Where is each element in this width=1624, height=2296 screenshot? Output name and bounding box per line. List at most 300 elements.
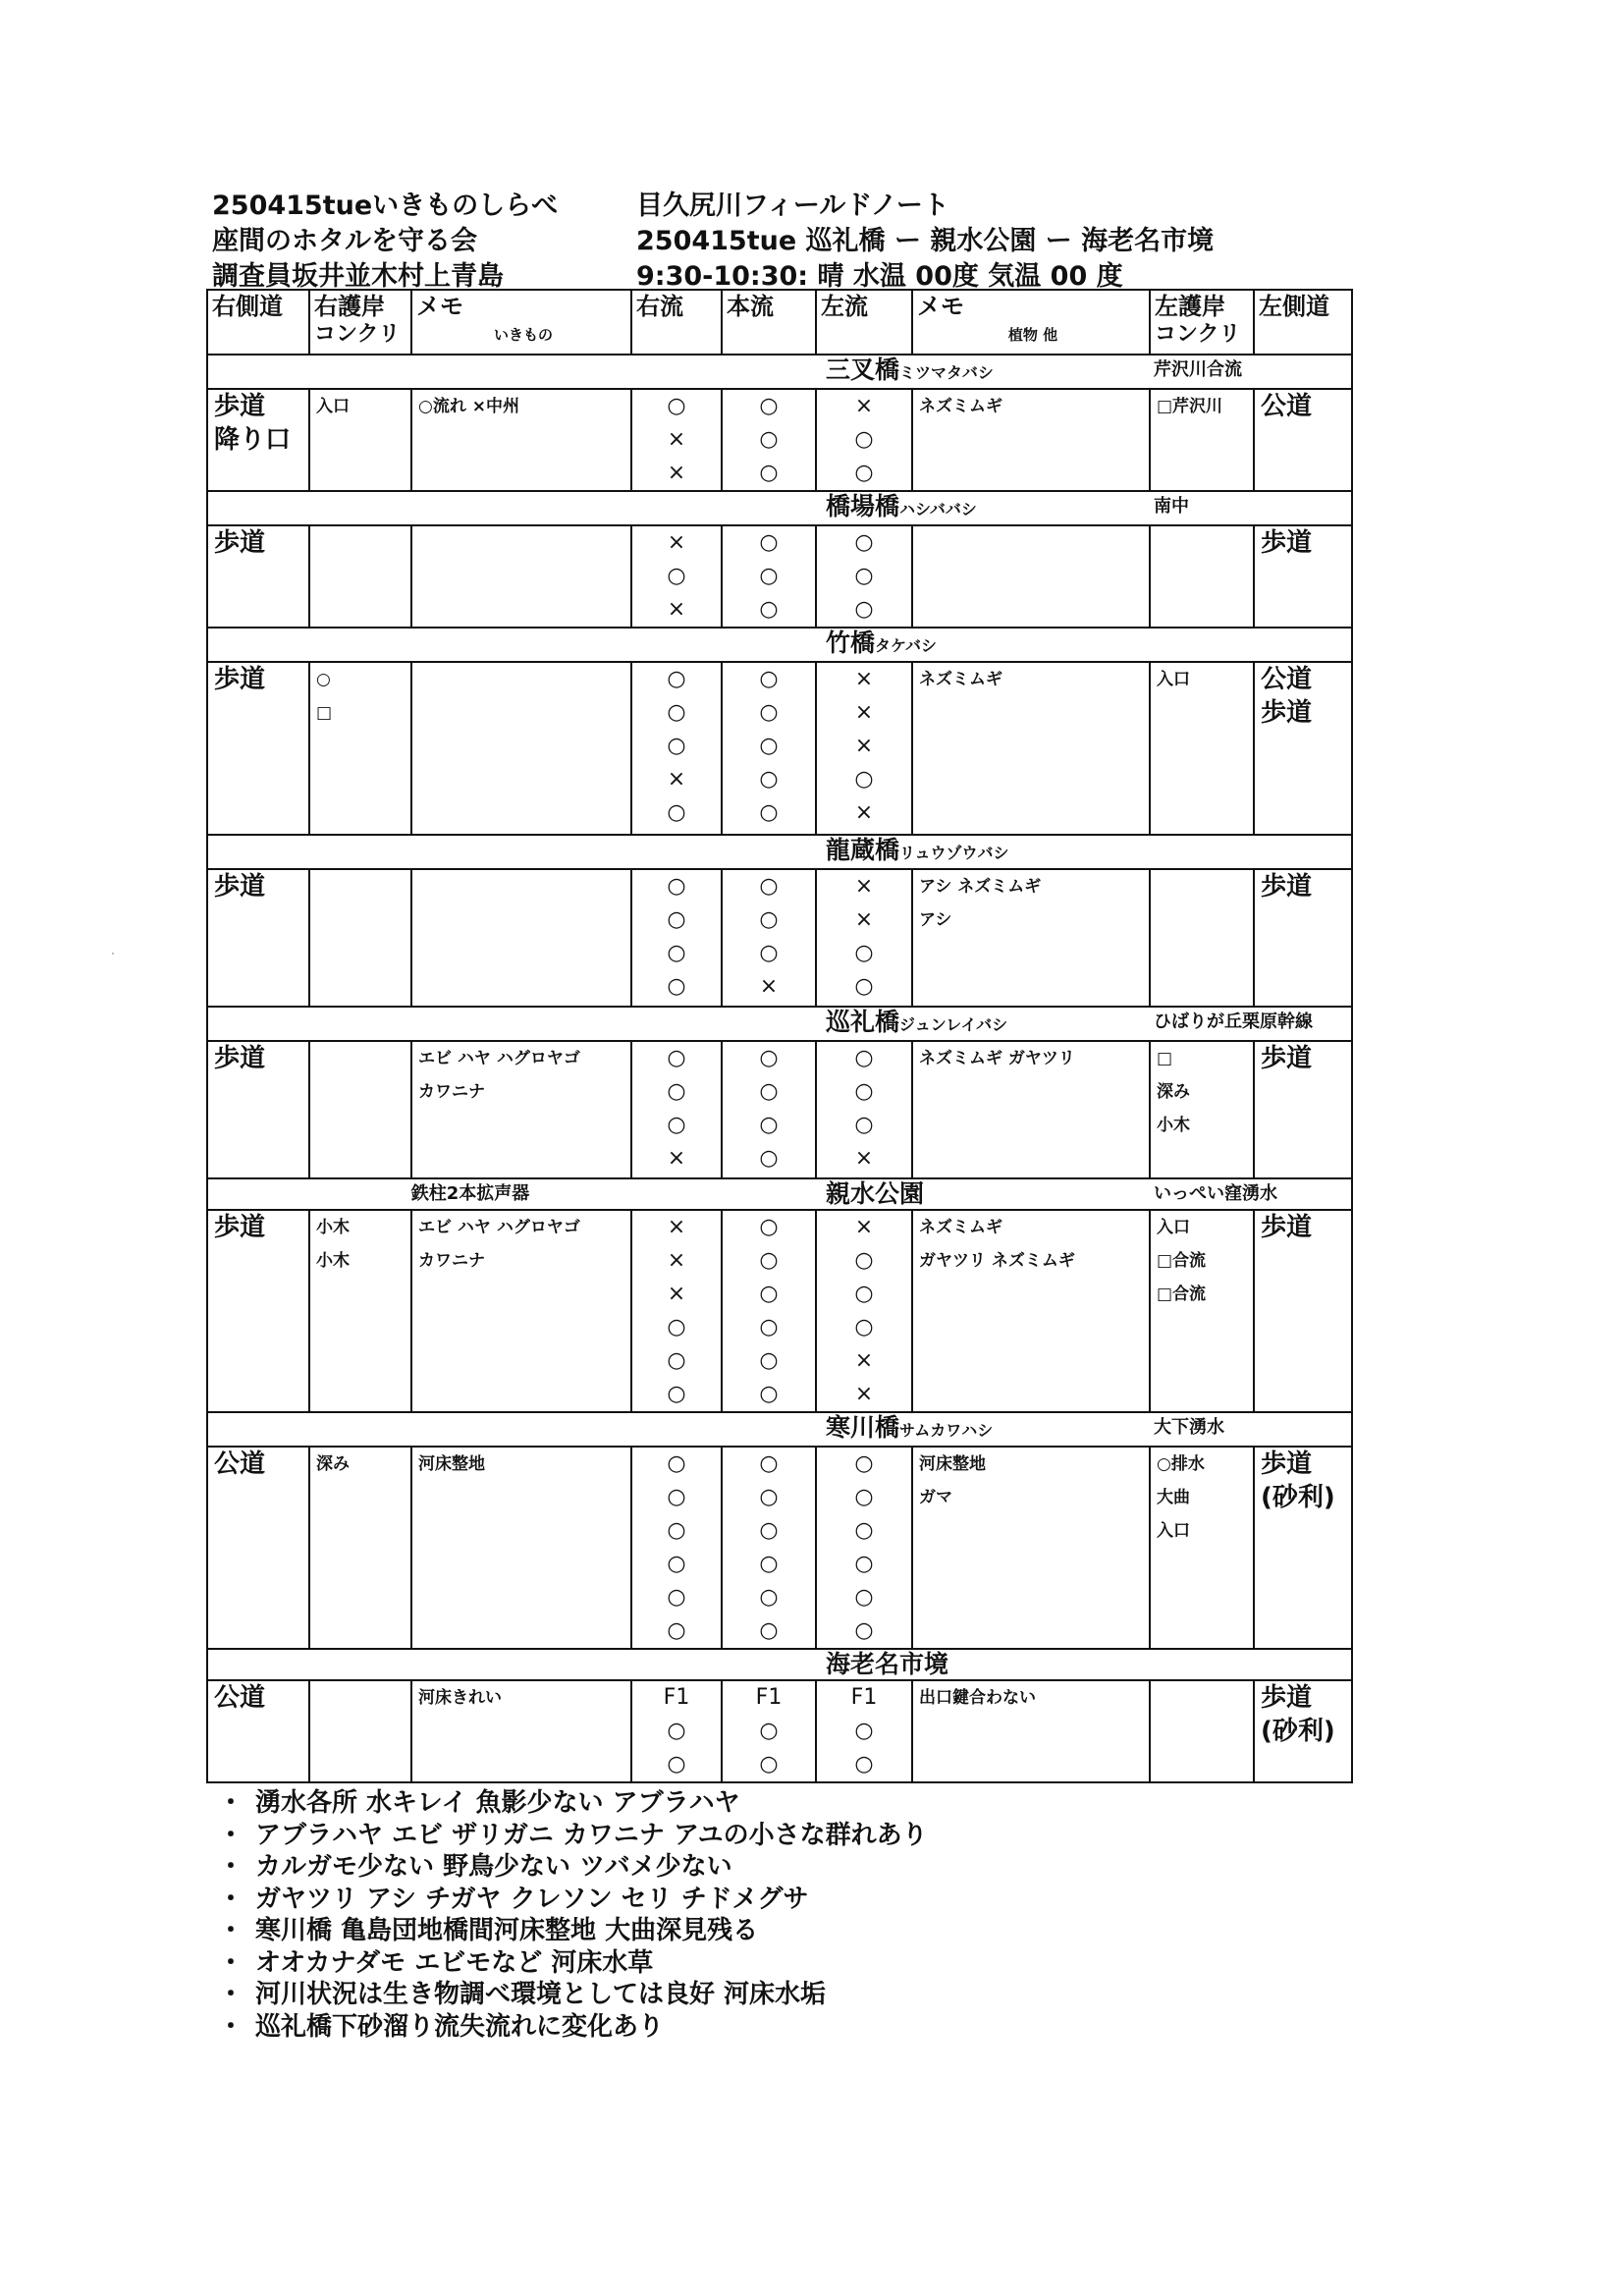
cell-entry: 歩道 (214, 392, 266, 421)
cell-entry: 出口鍵合わない (919, 1688, 1036, 1708)
cell-entry: ○ (854, 941, 874, 965)
cell-entry: ○ (667, 1518, 686, 1543)
cell-entry: ○ (854, 1552, 874, 1576)
note-item (218, 1979, 928, 2011)
section-spacer (207, 835, 309, 869)
section-right-note (1150, 628, 1352, 662)
cell-entry: ○ (759, 1348, 779, 1373)
cell-entry: 公道 (1261, 665, 1313, 694)
cell-entry: 歩道 (214, 872, 266, 902)
cell-entry: ○ (667, 1079, 686, 1104)
section-header-row (207, 491, 1352, 525)
section-spacer (207, 628, 309, 662)
bullet-mark: ・ (218, 1852, 244, 1882)
bridge-name: 竹橋 (826, 629, 876, 657)
cell-entry: ○ (667, 1348, 686, 1373)
memo-life-cell (411, 1447, 631, 1649)
note-item (218, 1820, 928, 1852)
bridge-name: 巡礼橋 (826, 1008, 900, 1036)
cell-entry: 小木 (316, 1218, 350, 1237)
cell-entry: 河床きれい (418, 1688, 502, 1708)
left-flow-cell (816, 525, 912, 628)
cell-entry: ○ (667, 700, 686, 725)
col-memo-plant: メモ 植物 他 (912, 290, 1150, 355)
section-title-cell (631, 1412, 1150, 1447)
section-data-row (207, 1041, 1352, 1178)
right-bank-cell (309, 1680, 411, 1782)
right-flow-cell (631, 1447, 722, 1649)
section-header-row (207, 1649, 1352, 1680)
left-bank-cell (1150, 525, 1254, 628)
cell-entry: ○ (759, 1146, 779, 1171)
cell-entry: ○ (759, 564, 779, 588)
cell-entry: ○ (667, 974, 686, 999)
col-right-flow: 右流 (631, 290, 722, 355)
cell-entry: カワニナ (418, 1082, 485, 1102)
left-bank-cell (1150, 869, 1254, 1007)
note-item (218, 1787, 928, 1820)
cell-entry: 河床整地 (418, 1454, 485, 1474)
bridge-name: 海老名市境 (826, 1650, 949, 1678)
organization: 座間のホタルを守る会 (212, 226, 477, 256)
cell-entry: 入口 (1157, 670, 1190, 689)
cell-entry: ○流れ ×中州 (418, 397, 519, 416)
note-text: アブラハヤ エビ ザリガニ カワニナ アユの小さな群れあり (255, 1820, 928, 1850)
cell-entry: (砂利) (1261, 1717, 1335, 1746)
memo-plant-cell (912, 1210, 1150, 1412)
bridge-name: 三叉橋 (826, 355, 900, 384)
scan-speck (112, 953, 114, 955)
right-side-cell (207, 662, 309, 835)
left-bank-cell (1150, 1041, 1254, 1178)
section-left-note (309, 628, 631, 662)
bridge-kana: サムカワハシ (899, 1421, 994, 1440)
cell-entry: ○ (854, 1518, 874, 1543)
bridge-kana: ジュンレイバシ (899, 1015, 1008, 1034)
cell-entry: ○ (667, 1315, 686, 1339)
cell-entry: ガヤツリ ネズミムギ (919, 1251, 1075, 1271)
left-flow-cell (816, 389, 912, 491)
cell-entry: ○ (759, 461, 779, 485)
cell-entry: ○ (854, 1618, 874, 1643)
cell-entry: 深み (316, 1454, 350, 1474)
cell-entry: ○ (667, 1485, 686, 1509)
cell-entry: × (854, 800, 874, 825)
left-flow-cell (816, 662, 912, 835)
cell-entry: 河床整地 (919, 1454, 986, 1474)
left-side-cell (1254, 1210, 1352, 1412)
cell-entry: ネズミムギ (919, 1218, 1002, 1237)
cell-entry: ○ (759, 1248, 779, 1273)
section-title-cell (631, 835, 1150, 869)
cell-entry: ○ (759, 667, 779, 691)
main-flow-cell (722, 869, 816, 1007)
cell-entry: 大曲 (1157, 1488, 1190, 1507)
cell-entry: 歩道 (214, 665, 266, 694)
left-bank-cell (1150, 1447, 1254, 1649)
cell-entry: □ (1157, 1049, 1173, 1068)
cell-entry: × (854, 700, 874, 725)
cell-entry: ○排水 (1157, 1454, 1205, 1474)
cell-entry: ○ (854, 767, 874, 792)
cell-entry: 歩道 (214, 1044, 266, 1073)
cell-entry: 歩道 (214, 528, 266, 558)
right-side-cell (207, 1210, 309, 1412)
memo-life-cell (411, 869, 631, 1007)
cell-entry: ネズミムギ (919, 397, 1002, 416)
cell-entry: エビ ハヤ ハグロヤゴ (418, 1218, 580, 1237)
memo-plant-cell (912, 1447, 1150, 1649)
bullet-mark: ・ (218, 1820, 244, 1850)
cell-entry: ○ (667, 1451, 686, 1476)
section-data-row (207, 662, 1352, 835)
cell-entry: 深み (1157, 1082, 1190, 1102)
col-memo-life: メモ いきもの (411, 290, 631, 355)
left-flow-cell (816, 869, 912, 1007)
section-right-note: 南中 (1150, 491, 1352, 525)
cell-entry: × (667, 1282, 686, 1306)
cell-entry: ○ (854, 564, 874, 588)
cell-entry: × (667, 767, 686, 792)
section-spacer (207, 1178, 309, 1210)
memo-plant-cell (912, 869, 1150, 1007)
cell-entry: □芹沢川 (1157, 397, 1223, 416)
cell-entry: ○ (759, 1618, 779, 1643)
left-flow-cell (816, 1210, 912, 1412)
cell-entry: ○ (667, 394, 686, 418)
section-header-row (207, 1007, 1352, 1041)
note-text: カルガモ少ない 野鳥少ない ツバメ少ない (255, 1852, 732, 1882)
cell-entry: × (667, 461, 686, 485)
cell-entry: 公道 (214, 1449, 266, 1479)
cell-entry: 歩道 (1261, 1683, 1313, 1713)
bullet-mark: ・ (218, 1788, 244, 1818)
cell-entry: ○ (759, 874, 779, 899)
left-side-cell (1254, 869, 1352, 1007)
cell-entry: ○ (854, 597, 874, 622)
cell-entry: 歩道 (1261, 698, 1313, 728)
cell-entry: ○ (854, 974, 874, 999)
bridge-name: 橋場橋 (826, 492, 900, 520)
cell-entry: ○ (667, 734, 686, 758)
cell-entry: ○ (854, 1113, 874, 1137)
bridge-name: 親水公園 (826, 1179, 925, 1208)
note-text: 巡礼橋下砂溜り流失流れに変化あり (255, 2011, 665, 2042)
note-item (218, 2011, 928, 2044)
note-text: オオカナダモ エビモなど 河床水草 (255, 1947, 654, 1978)
cell-entry: □合流 (1157, 1285, 1207, 1304)
bridge-kana: タケバシ (875, 636, 938, 655)
cell-entry: □ (316, 703, 333, 723)
cell-entry: ネズミムギ (919, 670, 1002, 689)
cell-entry: 歩道 (1261, 1213, 1313, 1242)
weather-line: 9:30-10:30: 晴 水温 00度 気温 00 度 (636, 261, 1123, 292)
section-header-row (207, 628, 1352, 662)
cell-entry: ○ (854, 1719, 874, 1743)
cell-entry: ○ (759, 1451, 779, 1476)
cell-entry: アシ ネズミムギ (919, 877, 1042, 897)
cell-entry: ○ (667, 941, 686, 965)
bullet-mark: ・ (218, 1947, 244, 1978)
cell-entry: ○ (759, 907, 779, 932)
cell-entry: × (854, 734, 874, 758)
main-flow-cell (722, 1041, 816, 1178)
cell-entry: ○ (759, 734, 779, 758)
cell-entry: ○ (667, 1618, 686, 1643)
bridge-kana: ハシババシ (899, 500, 977, 519)
left-side-cell (1254, 525, 1352, 628)
right-flow-cell (631, 1041, 722, 1178)
right-side-cell (207, 1447, 309, 1649)
section-left-note (309, 1007, 631, 1041)
cell-entry: 公道 (1261, 392, 1313, 421)
cell-entry: ○ (759, 700, 779, 725)
cell-entry: ○ (759, 1719, 779, 1743)
left-side-cell (1254, 662, 1352, 835)
section-title-cell (631, 1649, 1150, 1680)
cell-entry: ○ (667, 1113, 686, 1137)
cell-entry: 歩道 (214, 1213, 266, 1242)
cell-entry: ○ (759, 1752, 779, 1777)
right-side-cell (207, 869, 309, 1007)
section-right-note (1150, 1649, 1352, 1680)
cell-entry: ○ (854, 461, 874, 485)
cell-entry: × (854, 907, 874, 932)
main-flow-cell (722, 1680, 816, 1782)
right-side-cell (207, 1680, 309, 1782)
section-spacer (207, 355, 309, 389)
left-bank-cell (1150, 662, 1254, 835)
section-right-note: 大下湧水 (1150, 1412, 1352, 1447)
cell-entry: ○ (759, 1315, 779, 1339)
section-left-note (309, 835, 631, 869)
bridge-kana: リュウゾウバシ (899, 844, 1009, 862)
section-data-row (207, 1447, 1352, 1649)
cell-entry: ○ (854, 530, 874, 555)
cell-entry: ○ (854, 1585, 874, 1610)
main-flow-cell (722, 662, 816, 835)
cell-entry: ○ (759, 767, 779, 792)
cell-entry: ○ (759, 597, 779, 622)
note-text: 寒川橋 亀島団地橋間河床整地 大曲深見残る (255, 1916, 759, 1945)
cell-entry: ○ (759, 394, 779, 418)
right-bank-cell (309, 389, 411, 491)
right-flow-cell (631, 662, 722, 835)
cell-entry: 歩道 (1261, 1449, 1313, 1479)
left-bank-cell (1150, 389, 1254, 491)
right-bank-cell (309, 1210, 411, 1412)
memo-life-cell (411, 662, 631, 835)
col-right-bank: 右護岸 コンクリ (309, 290, 411, 355)
section-title-cell (631, 1178, 1150, 1210)
section-right-note: ひばりが丘栗原幹線 (1150, 1007, 1352, 1041)
section-data-row (207, 389, 1352, 491)
right-flow-cell (631, 525, 722, 628)
notebook-title: 目久尻川フィールドノート (636, 191, 949, 221)
header-left (212, 189, 558, 295)
section-right-note (1150, 835, 1352, 869)
notes-list (218, 1787, 928, 2043)
bridge-name: 寒川橋 (826, 1413, 900, 1442)
cell-entry: ○ (854, 1079, 874, 1104)
right-bank-cell (309, 1447, 411, 1649)
cell-entry: ○ (854, 1752, 874, 1777)
cell-entry: × (667, 1248, 686, 1273)
cell-entry: ○ (667, 1552, 686, 1576)
cell-entry: 公道 (214, 1683, 266, 1713)
cell-entry: ○ (854, 1451, 874, 1476)
cell-entry: ○ (759, 1485, 779, 1509)
right-flow-cell (631, 869, 722, 1007)
main-flow-cell (722, 1210, 816, 1412)
left-side-cell (1254, 1041, 1352, 1178)
cell-entry: 入口 (1157, 1218, 1190, 1237)
right-flow-cell (631, 389, 722, 491)
right-flow-cell (631, 1680, 722, 1782)
col-left-flow: 左流 (816, 290, 912, 355)
section-header-row (207, 1412, 1352, 1447)
survey-title: 250415tueいきものしらべ (212, 191, 559, 221)
cell-entry: ○ (759, 1552, 779, 1576)
memo-plant-cell (912, 1041, 1150, 1178)
cell-entry: × (854, 874, 874, 899)
memo-life-cell (411, 1041, 631, 1178)
cell-entry: ガマ (919, 1488, 952, 1507)
cell-entry: ネズミムギ ガヤツリ (919, 1049, 1075, 1068)
cell-entry: ○ (667, 874, 686, 899)
note-text: ガヤツリ アシ チガヤ クレソン セリ チドメグサ (255, 1884, 809, 1914)
memo-life-cell (411, 389, 631, 491)
note-item (218, 1947, 928, 1980)
section-spacer (207, 1649, 309, 1680)
left-bank-cell (1150, 1680, 1254, 1782)
cell-entry: F1 (663, 1685, 690, 1710)
section-right-note: 芹沢川合流 (1150, 355, 1352, 389)
note-text: 湧水各所 水キレイ 魚影少ない アブラハヤ (255, 1788, 740, 1818)
cell-entry: × (667, 427, 686, 452)
cell-entry: ○ (759, 427, 779, 452)
cell-entry: ○ (854, 1248, 874, 1273)
cell-entry: × (759, 974, 779, 999)
col-left-bank: 左護岸 コンクリ (1150, 290, 1254, 355)
right-bank-cell (309, 869, 411, 1007)
col-right-side: 右側道 (207, 290, 309, 355)
cell-entry: 小木 (316, 1251, 350, 1271)
left-flow-cell (816, 1680, 912, 1782)
section-right-note: いっぺい窪湧水 (1150, 1178, 1352, 1210)
section-title-cell (631, 1007, 1150, 1041)
section-header-row (207, 1178, 1352, 1210)
cell-entry: 入口 (1157, 1521, 1190, 1541)
bullet-mark: ・ (218, 1980, 244, 2009)
memo-life-cell (411, 525, 631, 628)
cell-entry: × (854, 667, 874, 691)
left-side-cell (1254, 1447, 1352, 1649)
cell-entry: × (854, 1215, 874, 1239)
note-item (218, 1884, 928, 1916)
cell-entry: ○ (854, 1315, 874, 1339)
right-side-cell (207, 1041, 309, 1178)
note-item (218, 1851, 928, 1884)
bridge-kana: ミツマタバシ (899, 363, 994, 382)
cell-entry: ○ (854, 427, 874, 452)
cell-entry: 歩道 (1261, 872, 1313, 902)
cell-entry: ○ (854, 1485, 874, 1509)
section-header-row (207, 355, 1352, 389)
cell-entry: ○ (667, 564, 686, 588)
cell-entry: ○ (759, 1046, 779, 1070)
bullet-mark: ・ (218, 1916, 244, 1945)
cell-entry: ○ (759, 1382, 779, 1406)
cell-entry: × (667, 597, 686, 622)
note-item (218, 1915, 928, 1947)
cell-entry: ○ (667, 907, 686, 932)
cell-entry: ○ (667, 1046, 686, 1070)
cell-entry: × (854, 394, 874, 418)
left-bank-cell (1150, 1210, 1254, 1412)
section-left-note (309, 355, 631, 389)
section-title-cell (631, 628, 1150, 662)
right-side-cell (207, 525, 309, 628)
memo-plant-cell (912, 525, 1150, 628)
section-data-row (207, 869, 1352, 1007)
section-header-row (207, 835, 1352, 869)
cell-entry: × (667, 1215, 686, 1239)
cell-entry: ○ (759, 1215, 779, 1239)
col-main-flow: 本流 (722, 290, 816, 355)
cell-entry: ○ (759, 1079, 779, 1104)
section-title-cell (631, 491, 1150, 525)
right-bank-cell (309, 1041, 411, 1178)
cell-entry: カワニナ (418, 1251, 485, 1271)
cell-entry: ○ (759, 1585, 779, 1610)
main-flow-cell (722, 525, 816, 628)
note-text: 河川状況は生き物調べ環境としては良好 河床水垢 (255, 1980, 827, 2009)
memo-life-cell (411, 1210, 631, 1412)
cell-entry: 小木 (1157, 1116, 1190, 1135)
section-title-cell (631, 355, 1150, 389)
cell-entry: エビ ハヤ ハグロヤゴ (418, 1049, 580, 1068)
route: 250415tue 巡礼橋 ー 親水公園 ー 海老名市境 (636, 226, 1215, 256)
cell-entry: × (667, 1146, 686, 1171)
cell-entry: ○ (759, 1282, 779, 1306)
cell-entry: ○ (667, 667, 686, 691)
section-left-note (309, 491, 631, 525)
cell-entry: ○ (667, 800, 686, 825)
left-flow-cell (816, 1041, 912, 1178)
memo-plant-cell (912, 389, 1150, 491)
cell-entry: 降り口 (214, 425, 292, 455)
section-spacer (207, 491, 309, 525)
cell-entry: ○ (854, 1282, 874, 1306)
cell-entry: F1 (850, 1685, 878, 1710)
cell-entry: × (854, 1382, 874, 1406)
section-left-note: 鉄柱2本拡声器 (309, 1178, 631, 1210)
cell-entry: (砂利) (1261, 1483, 1335, 1512)
cell-entry: ○ (759, 530, 779, 555)
col-left-side: 左側道 (1254, 290, 1352, 355)
header-right (636, 189, 1214, 295)
section-left-note (309, 1649, 631, 1680)
right-flow-cell (631, 1210, 722, 1412)
cell-entry: × (667, 530, 686, 555)
left-flow-cell (816, 1447, 912, 1649)
main-flow-cell (722, 1447, 816, 1649)
cell-entry: × (854, 1348, 874, 1373)
bullet-mark: ・ (218, 1884, 244, 1914)
section-spacer (207, 1007, 309, 1041)
cell-entry: ○ (759, 941, 779, 965)
